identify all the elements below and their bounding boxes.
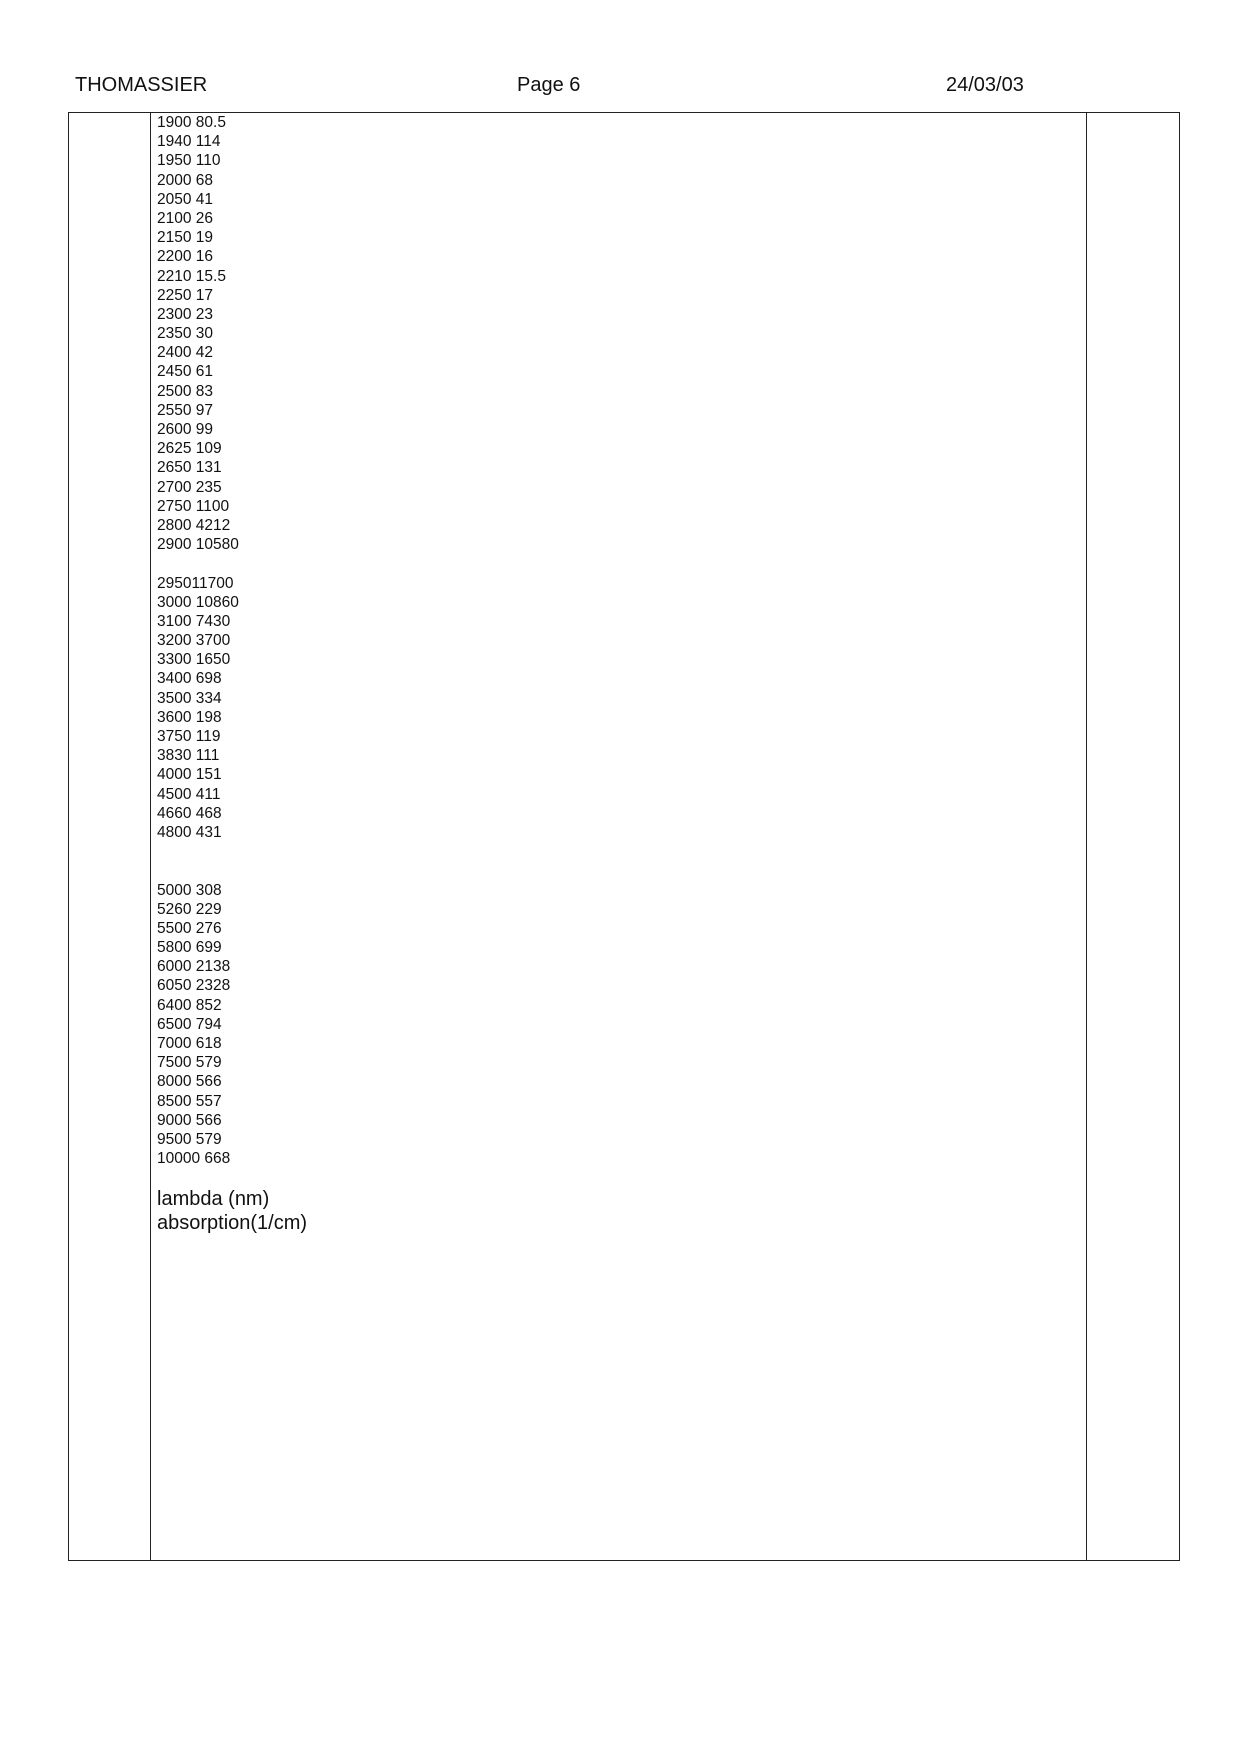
- data-row: 2700 235: [157, 478, 222, 496]
- data-row: 4660 468: [157, 804, 222, 822]
- data-row: 8500 557: [157, 1092, 222, 1110]
- data-row: 3600 198: [157, 708, 222, 726]
- data-row: 295011700: [157, 574, 234, 592]
- data-group-2: [157, 574, 1057, 843]
- column-divider-right: [1086, 113, 1087, 1560]
- data-row: 3400 698: [157, 670, 222, 688]
- data-row: 2300 23: [157, 305, 214, 323]
- data-row: 7500 579: [157, 1054, 222, 1072]
- data-row: 8000 566: [157, 1073, 222, 1091]
- data-row: 1900 80.5: [157, 114, 226, 131]
- data-row: 10000 668: [157, 1150, 231, 1168]
- data-group-3: [157, 881, 1057, 1169]
- data-row: 2550 97: [157, 401, 214, 419]
- data-row: 5260 229: [157, 900, 222, 918]
- data-row: 3200 3700: [157, 632, 231, 650]
- data-row: 2600 99: [157, 421, 214, 438]
- data-row: 2450 61: [157, 363, 214, 381]
- data-row: 1940 114: [157, 133, 221, 151]
- header-author: THOMASSIER: [75, 74, 208, 96]
- data-group-1: [157, 113, 1057, 554]
- data-row: 2750 1100: [157, 497, 230, 515]
- data-row: 2625 109: [157, 440, 222, 458]
- data-column: [157, 113, 1057, 1235]
- data-row: 5000 308: [157, 881, 222, 899]
- data-row: 2200 16: [157, 248, 214, 266]
- data-row: 2500 83: [157, 382, 214, 400]
- data-row: 2350 30: [157, 325, 214, 343]
- data-row: 9000 566: [157, 1111, 222, 1129]
- data-row: 3500 334: [157, 689, 222, 707]
- data-row: 4500 411: [157, 785, 221, 803]
- header-page-number: Page 6: [517, 74, 581, 96]
- column-divider-left: [150, 113, 151, 1560]
- data-row: 2210 15.5: [157, 267, 226, 285]
- data-row: 2000 68: [157, 171, 214, 189]
- data-row: 5800 699: [157, 939, 222, 957]
- data-row: 6400 852: [157, 996, 222, 1014]
- wavelength-label: lambda (nm): [157, 1188, 270, 1211]
- data-row: 2900 10580: [157, 536, 239, 554]
- data-row: 3830 111: [157, 747, 220, 765]
- data-row: 7000 618: [157, 1035, 222, 1053]
- data-row: 4000 151: [157, 766, 222, 784]
- header-date: 24/03/03: [946, 74, 1024, 96]
- data-row: 3300 1650: [157, 651, 231, 669]
- data-row: 3000 10860: [157, 593, 239, 611]
- data-row: 4800 431: [157, 823, 222, 841]
- data-row: 1950 110: [157, 152, 221, 170]
- data-row: 2400 42: [157, 344, 214, 362]
- data-row: 3750 119: [157, 728, 221, 745]
- data-row: 2800 4212: [157, 516, 231, 534]
- data-row: 3100 7430: [157, 612, 231, 630]
- absorption-label: absorption(1/cm): [157, 1212, 308, 1235]
- data-row: 2100 26: [157, 209, 214, 227]
- data-row: 2650 131: [157, 459, 222, 477]
- data-row: 5500 276: [157, 919, 222, 937]
- data-row: 6000 2138: [157, 958, 231, 976]
- data-row: 6050 2328: [157, 977, 231, 995]
- data-row: 2050 41: [157, 190, 214, 208]
- data-row: 6500 794: [157, 1015, 222, 1033]
- data-row: 2150 19: [157, 229, 214, 247]
- data-row: 9500 579: [157, 1130, 222, 1148]
- data-row: 2250 17: [157, 286, 214, 304]
